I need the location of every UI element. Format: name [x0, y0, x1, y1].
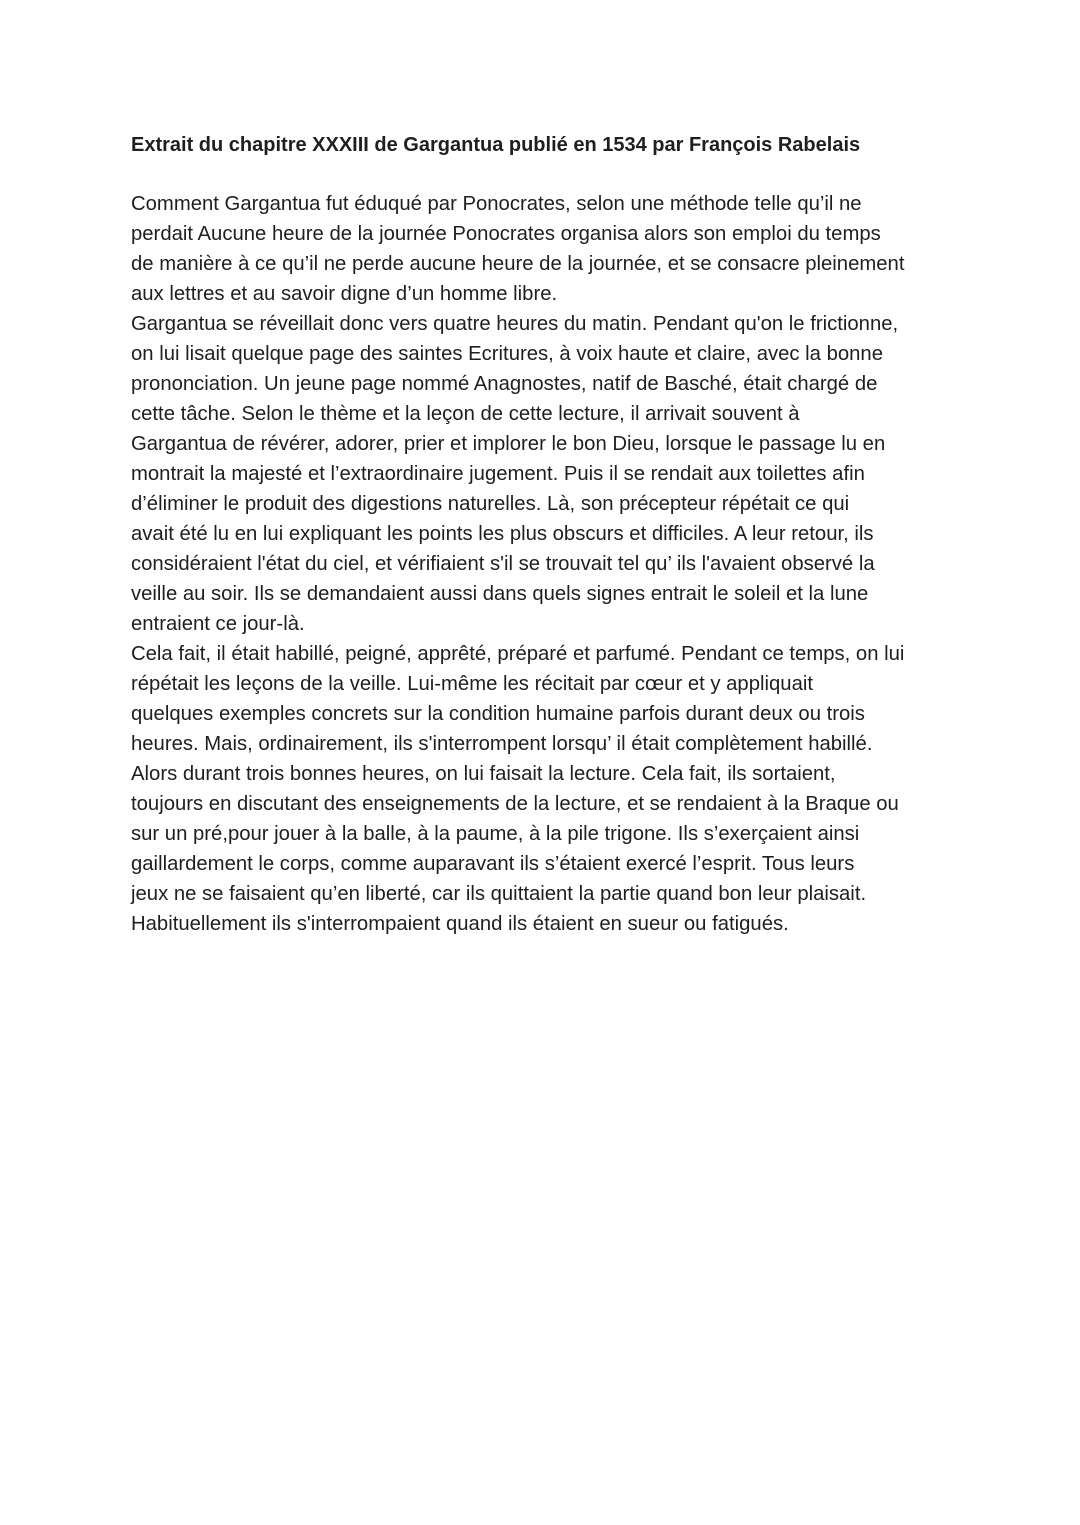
- text-line: Habituellement ils s'interrompaient quand ils étaient en sueur ou fatigués.: [131, 913, 789, 935]
- text-line: on lui lisait quelque page des saintes Ecritures, à voix haute et claire, avec la bonne: [131, 343, 883, 365]
- paragraph: [131, 189, 971, 309]
- text-line: Gargantua se réveillait donc vers quatre heures du matin. Pendant qu'on le frictionne,: [131, 313, 899, 335]
- text-line: entraient ce jour-là.: [131, 613, 305, 635]
- text-line: Comment Gargantua fut éduqué par Ponocrates, selon une méthode telle qu’il ne: [131, 193, 862, 215]
- document-title: Extrait du chapitre XXXIII de Gargantua publié en 1534 par François Rabelais: [131, 134, 861, 156]
- text-line: heures. Mais, ordinairement, ils s'interrompent lorsqu’ il était complètement habillé.: [131, 733, 873, 755]
- paragraph: [131, 639, 971, 939]
- text-line: de manière à ce qu’il ne perde aucune heure de la journée, et se consacre pleinement: [131, 253, 905, 275]
- text-line: considéraient l'état du ciel, et vérifiaient s'il se trouvait tel qu’ ils l'avaient observé la: [131, 553, 875, 575]
- document-page: [131, 130, 971, 939]
- text-line: veille au soir. Ils se demandaient aussi dans quels signes entrait le soleil et la lune: [131, 583, 869, 605]
- text-line: quelques exemples concrets sur la condition humaine parfois durant deux ou trois: [131, 703, 865, 725]
- text-line: Alors durant trois bonnes heures, on lui faisait la lecture. Cela fait, ils sortaient,: [131, 763, 836, 785]
- text-line: toujours en discutant des enseignements de la lecture, et se rendaient à la Braque ou: [131, 793, 899, 815]
- text-line: gaillardement le corps, comme auparavant ils s’étaient exercé l’esprit. Tous leurs: [131, 853, 855, 875]
- text-line: cette tâche. Selon le thème et la leçon de cette lecture, il arrivait souvent à: [131, 403, 800, 425]
- text-line: jeux ne se faisaient qu’en liberté, car ils quittaient la partie quand bon leur plaisait.: [131, 883, 867, 905]
- text-line: perdait Aucune heure de la journée Ponocrates organisa alors son emploi du temps: [131, 223, 881, 245]
- text-line: Gargantua de révérer, adorer, prier et implorer le bon Dieu, lorsque le passage lu en: [131, 433, 886, 455]
- text-line: aux lettres et au savoir digne d’un homme libre.: [131, 283, 558, 305]
- text-line: montrait la majesté et l’extraordinaire jugement. Puis il se rendait aux toilettes afin: [131, 463, 865, 485]
- document-body: [131, 189, 971, 939]
- paragraph: [131, 309, 971, 639]
- text-line: répétait les leçons de la veille. Lui-même les récitait par cœur et y appliquait: [131, 673, 813, 695]
- text-line: Cela fait, il était habillé, peigné, apprêté, préparé et parfumé. Pendant ce temps, on lui: [131, 643, 905, 665]
- text-line: sur un pré,pour jouer à la balle, à la paume, à la pile trigone. Ils s’exerçaient ainsi: [131, 823, 860, 845]
- text-line: d’éliminer le produit des digestions naturelles. Là, son précepteur répétait ce qui: [131, 493, 850, 515]
- text-line: prononciation. Un jeune page nommé Anagnostes, natif de Basché, était chargé de: [131, 373, 878, 395]
- text-line: avait été lu en lui expliquant les points les plus obscurs et difficiles. A leur retour, ils: [131, 523, 874, 545]
